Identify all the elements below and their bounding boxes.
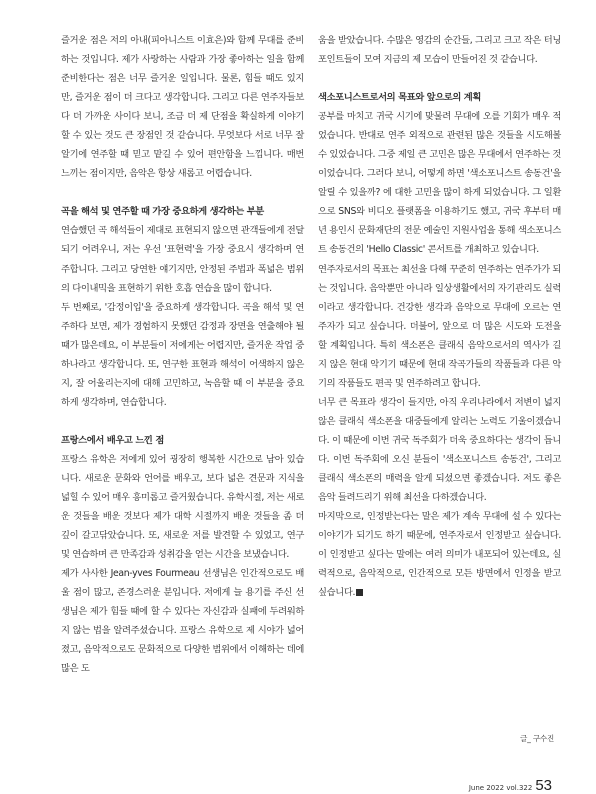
- closing-text: 마지막으로, 인정받는다는 말은 제가 계속 무대에 설 수 있다는 이야기가 되기도 하기 때문에, 연주자로서 인정받고 싶습니다. 이 인정받고 싶다는 말에는 여러 의미가 내포되어 있는데요, 실력적으로, 음악적으로, 인간적으로 모든 방면에서 인정을 받고 싶습니다.: [318, 511, 561, 599]
- body-paragraph: 프랑스 유학은 저에게 있어 굉장히 행복한 시간으로 남아 있습니다. 새로운 문화와 언어를 배우고, 보다 넓은 견문과 지식을 넓힐 수 있어 매우 흥미롭고 즐거웠습니다. 유학시절, 저는 새로운 것들을 배운 것보다 제가 대학 시절까지 배운 것들을 좀 더 깊이 갈고닦았습니다. 또, 새로운 저를 발견할 수 있었고, 연구 및 연습하며 큰 만족감과 성취감을 얻는 시간을 보냈습니다.: [61, 453, 304, 561]
- issue-label: June 2022 vol.322: [468, 784, 533, 792]
- body-paragraph: 두 번째로, '감정이입'을 중요하게 생각합니다. 곡을 해석 및 연주하다 보면, 제가 경험하지 못했던 감정과 장면을 연출해야 될 때가 많은데요, 이 부분들이 저에게는 어렵지만, 즐거운 작업 중 하나라고 생각합니다. 또, 연구한 표현과 해석이 어색하지 않은지, 잘 어울리는지에 대해 고민하고, 녹음할 때 이 부분을 중요하게 생각하며, 연습합니다.: [61, 301, 304, 408]
- body-paragraph: 너무 큰 목표라 생각이 들지만, 아직 우리나라에서 저변이 넓지 않은 클래식 색소폰을 대중들에게 알리는 노력도 기울이겠습니다. 이 때문에 이번 귀국 독주회가 더욱 중요하다는 생각이 듭니다. 이번 독주회에 오신 분들이 '색소포니스트 송동건', 그리고 클래식 색소폰의 매력을 알게 되셨으면 좋겠습니다. 저도 좋은 음악 들려드리기 위해 최선을 다하겠습니다.: [318, 396, 561, 504]
- author-credit: 글_ 구수진: [520, 734, 554, 743]
- page-footer: [469, 777, 552, 794]
- page-number: 53: [535, 777, 552, 794]
- right-column: [318, 31, 561, 602]
- body-paragraph: 연주자로서의 목표는 최선을 다해 꾸준히 연주하는 연주가가 되는 것입니다. 음악뿐만 아니라 일상생활에서의 자기관리도 실력이라고 생각합니다. 건강한 생각과 음악으로 무대에 오르는 연주자가 되고 싶습니다. 더불어, 앞으로 더 많은 시도와 도전을 할 계획입니다. 특히 색소폰은 클래식 음악으로서의 역사가 길지 않은 현대 악기기 때문에 현대 작곡가들의 작품들과 다른 악기의 작품들도 편곡 및 연주하려고 합니다.: [318, 263, 561, 389]
- body-paragraph: 제가 사사한 Jean-yves Fourmeau 선생님은 인간적으로도 배울 점이 많고, 존경스러운 분입니다. 저에게 늘 용기를 주신 선생님은 제가 힘들 때에 할 수 있다는 자신감과 실패에 두려워하지 않는 법을 알려주셨습니다. 프랑스 유학으로 제 시야가 넓어졌고, 음악적으로도 문화적으로 다양한 범위에서 이해하는 데에 많은 도: [61, 568, 304, 675]
- left-column: [61, 31, 304, 679]
- section-heading-interpretation: 곡을 해석 및 연주할 때 가장 중요하게 생각하는 부분: [61, 206, 264, 218]
- closing-paragraph: [318, 507, 561, 602]
- body-paragraph: 공부를 마치고 귀국 시기에 맞물려 무대에 오를 기회가 매우 적었습니다. 반대로 연주 외적으로 관련된 많은 것들을 시도해볼 수 있었습니다. 그중 제일 큰 고민은 많은 무대에서 연주하는 것이었습니다. 그러다 보니, 어떻게 하면 '색소포니스트 송동건'을 알릴 수 있을까? 에 대한 고민을 많이 하게 되었습니다. 그 일환으로 SNS와 비디오 플랫폼을 이용하기도 했고, 귀국 후부터 매년 용인시 문화재단의 전문 예술인 지원사업을 통해 색소포니스트 송동건의 'Hello Classic' 콘서트를 개최하고 있습니다.: [318, 111, 561, 256]
- section-heading-france: 프랑스에서 배우고 느낀 점: [61, 434, 164, 446]
- continuation-paragraph: 움을 받았습니다. 수많은 영감의 순간들, 그리고 크고 작은 터닝 포인트들이 모여 지금의 제 모습이 만들어진 것 같습니다.: [318, 35, 561, 66]
- intro-paragraph: 즐거운 점은 저의 아내(피아니스트 이효은)와 함께 무대를 준비하는 것입니다. 제가 사랑하는 사람과 가장 좋아하는 일을 함께 준비한다는 점은 너무 즐거운 일입니다. 물론, 힘들 때도 있지만, 즐거운 점이 더 크다고 생각합니다. 그리고 다른 연주자들보다 더 가까운 사이다 보니, 조금 더 제 단점을 확실하게 이야기할 수 있는 것도 큰 장점인 것 같습니다. 무엇보다 서로 너무 잘 알기에 연주할 때 믿고 맡길 수 있어 편안함을 느낍니다. 매번 느끼는 점이지만, 음악은 항상 새롭고 어렵습니다.: [61, 35, 304, 180]
- end-mark-icon: [356, 589, 363, 596]
- section-heading-goals: 색소포니스트로서의 목표와 앞으로의 계획: [318, 92, 481, 104]
- body-paragraph: 연습했던 곡 해석들이 제대로 표현되지 않으면 관객들에게 전달되기 어려우니, 저는 우선 '표현력'을 가장 중요시 생각하며 연주합니다. 그리고 당연한 얘기지만, 안정된 주법과 폭넓은 범위의 다이내믹을 표현하기 위한 호흡 연습을 많이 합니다.: [61, 225, 304, 294]
